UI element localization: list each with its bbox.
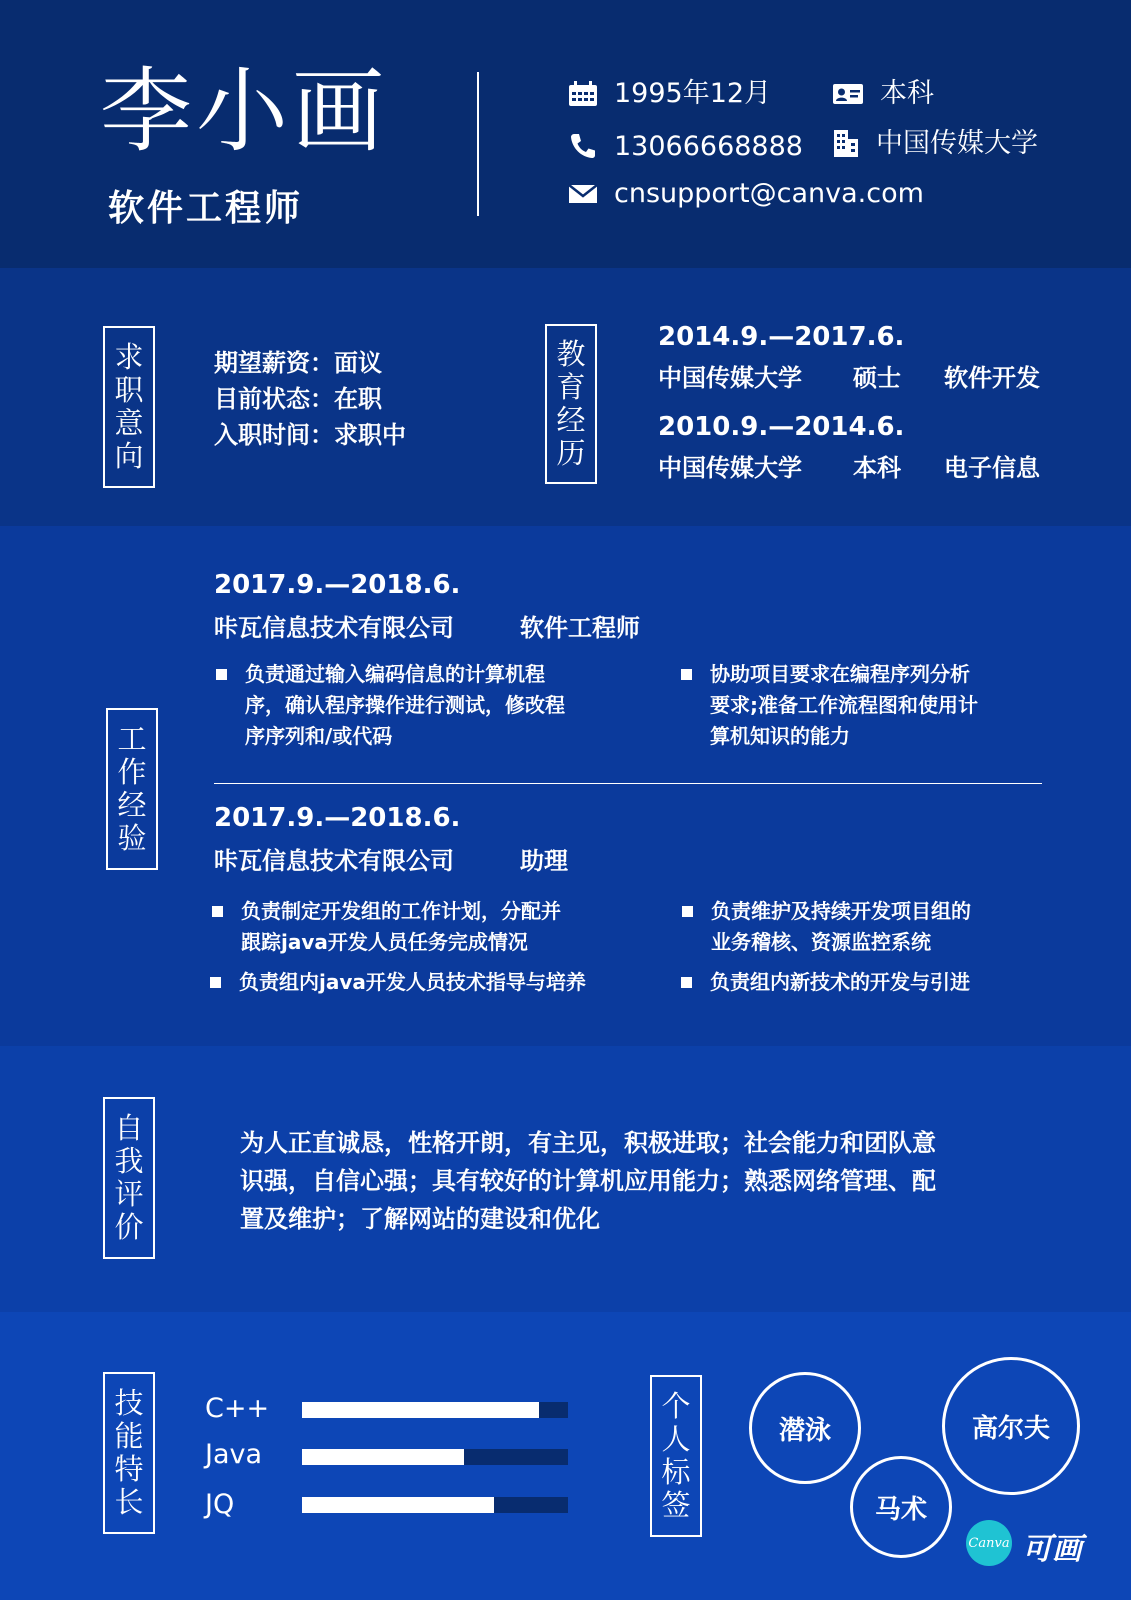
skill-name: JQ bbox=[205, 1489, 235, 1520]
job-bullet: 负责维护及持续开发项目组的 业务稽核、资源监控系统 bbox=[711, 896, 1041, 958]
school-text: 中国传媒大学 bbox=[876, 127, 1038, 159]
degree-info bbox=[832, 80, 934, 107]
edu-major: 软件开发 bbox=[944, 364, 1040, 392]
tag-bubble: 马术 bbox=[850, 1456, 952, 1558]
work-section-label: 工 作 经 验 bbox=[106, 708, 158, 870]
tags-section-label: 个 人 标 签 bbox=[650, 1375, 702, 1537]
skill-bar bbox=[302, 1497, 568, 1513]
calendar-icon bbox=[568, 81, 598, 107]
intent-list bbox=[214, 345, 406, 453]
education-section-label: 教 育 经 历 bbox=[545, 324, 597, 484]
birth-text: 1995年12月 bbox=[614, 78, 772, 109]
job-bullet: 协助项目要求在编程序列分析 要求;准备工作流程图和使用计 算机知识的能力 bbox=[710, 659, 1040, 752]
job-divider bbox=[214, 783, 1042, 784]
skills-section-label: 技 能 特 长 bbox=[103, 1372, 155, 1534]
phone-text: 13066668888 bbox=[614, 130, 803, 162]
skill-bar-fill bbox=[302, 1402, 539, 1418]
edu-degree: 硕士 bbox=[853, 364, 901, 392]
edu-major: 电子信息 bbox=[944, 454, 1040, 482]
canva-logo: Canva bbox=[966, 1520, 1012, 1566]
id-card-icon bbox=[832, 82, 864, 106]
skill-bar bbox=[302, 1449, 568, 1465]
degree-text: 本科 bbox=[880, 78, 934, 109]
current-status: 目前状态：在职 bbox=[214, 385, 382, 413]
tag-bubble: 高尔夫 bbox=[942, 1357, 1080, 1495]
building-icon bbox=[832, 128, 860, 158]
edu-date: 2014.9.—2017.6. bbox=[658, 322, 905, 352]
skill-name: Java bbox=[205, 1439, 263, 1470]
start-time: 入职时间：求职中 bbox=[214, 421, 406, 449]
birth-info bbox=[568, 80, 771, 107]
kehua-logo: 可画 bbox=[1022, 1532, 1082, 1567]
job-bullet: 负责组内java开发人员技术指导与培养 bbox=[239, 967, 659, 998]
job-date: 2017.9.—2018.6. bbox=[214, 803, 461, 833]
expected-salary: 期望薪资：面议 bbox=[214, 349, 382, 377]
skill-bar bbox=[302, 1402, 568, 1418]
tag-bubble: 潜泳 bbox=[749, 1372, 861, 1484]
skill-bar-fill bbox=[302, 1449, 464, 1465]
self-eval-section-label: 自 我 评 价 bbox=[103, 1097, 155, 1259]
email-info bbox=[568, 180, 924, 207]
mail-icon bbox=[568, 183, 598, 205]
school-info bbox=[832, 128, 1038, 158]
job-bullet: 负责组内新技术的开发与引进 bbox=[710, 967, 1040, 998]
job-bullet: 负责制定开发组的工作计划，分配并 跟踪java开发人员任务完成情况 bbox=[241, 896, 641, 958]
edu-date: 2010.9.—2014.6. bbox=[658, 412, 905, 442]
job-bullet: 负责通过输入编码信息的计算机程 序，确认程序操作进行测试，修改程 序序列和/或代码 bbox=[245, 659, 635, 752]
edu-school: 中国传媒大学 bbox=[658, 454, 802, 482]
self-eval-text: 为人正直诚恳，性格开朗，有主见，积极进取；社会能力和团队意 识强，自信心强；具有较好的计算机应用能力；熟悉网络管理、配 置及维护；了解网站的建设和优化 bbox=[240, 1129, 936, 1233]
header-divider bbox=[477, 72, 479, 216]
job-company: 咔瓦信息技术有限公司 bbox=[214, 847, 454, 875]
skill-name: C++ bbox=[205, 1393, 270, 1424]
skill-bar-fill bbox=[302, 1497, 494, 1513]
job-company: 咔瓦信息技术有限公司 bbox=[214, 614, 454, 642]
edu-school: 中国传媒大学 bbox=[658, 364, 802, 392]
job-date: 2017.9.—2018.6. bbox=[214, 570, 461, 600]
phone-info bbox=[568, 132, 803, 160]
edu-degree: 本科 bbox=[853, 454, 901, 482]
intent-section-label: 求 职 意 向 bbox=[103, 326, 155, 488]
candidate-title: 软件工程师 bbox=[108, 188, 304, 229]
job-position: 助理 bbox=[520, 847, 568, 875]
job-position: 软件工程师 bbox=[520, 614, 640, 642]
candidate-name: 李小画 bbox=[100, 58, 389, 165]
phone-icon bbox=[568, 132, 598, 160]
email-text: cnsupport@canva.com bbox=[614, 178, 924, 209]
